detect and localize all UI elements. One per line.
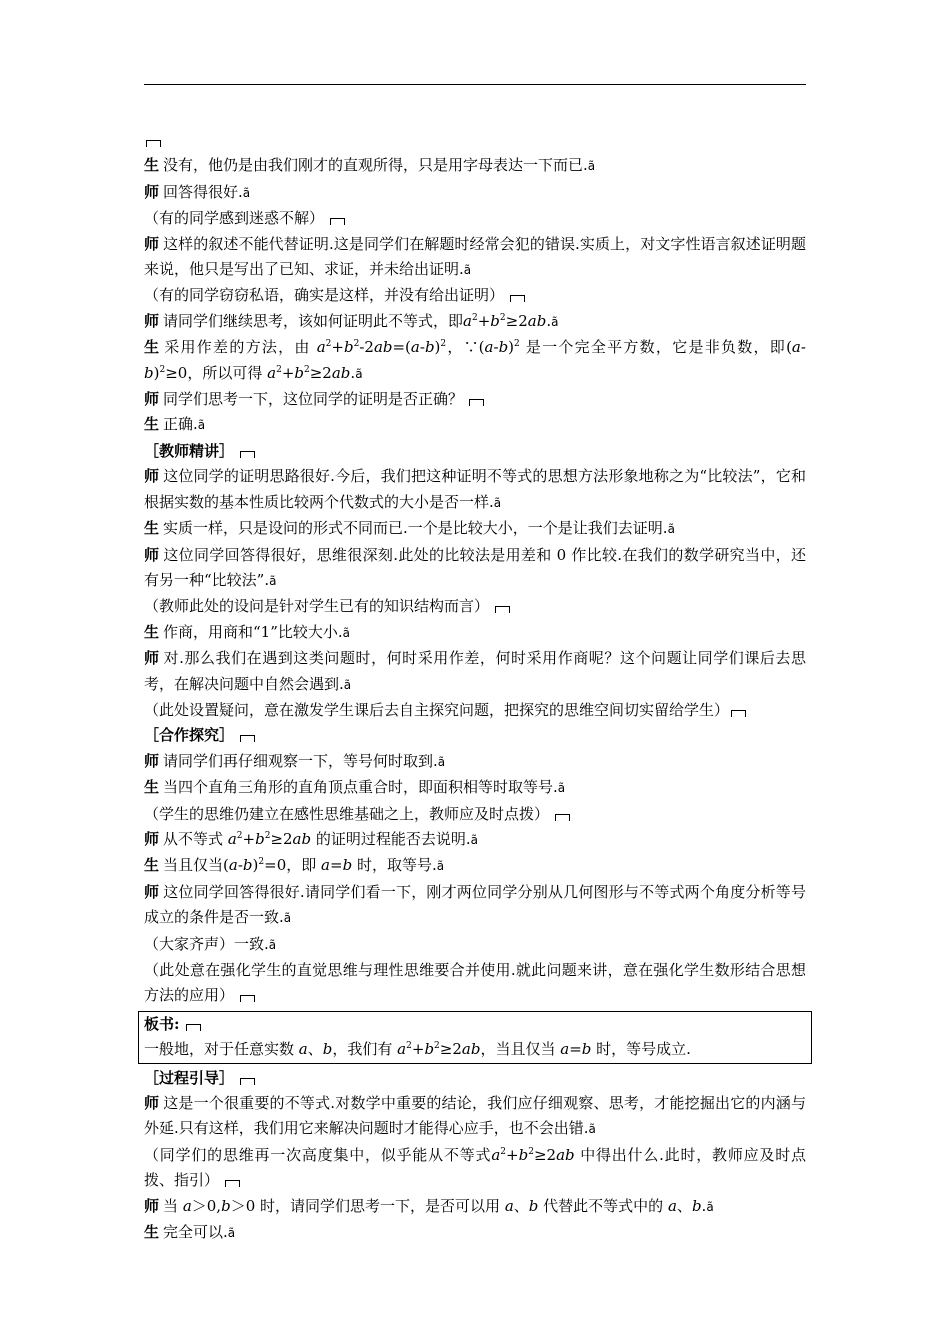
paragraph-mark-icon [240, 1078, 255, 1085]
section-title: ［过程引导］ [144, 1068, 235, 1087]
end-mark: ã [268, 937, 277, 952]
speaker-teacher: 师 [144, 882, 160, 901]
section-heading [144, 439, 806, 464]
dialogue-text: 这是一个很重要的不等式.对数学中重要的结论，我们应仔细观察、思考，才能挖掘出它的内涵与外延.只有这样，我们用它来解决问题时才能得心应手，也不会出错. [144, 1094, 806, 1138]
dialogue-text: 请同学们继续思考，该如何证明此不等式，即 [163, 311, 464, 330]
dialogue-teacher [144, 387, 806, 412]
dialogue-teacher [144, 749, 806, 775]
end-mark: ã [242, 185, 251, 200]
speaker-student: 生 [144, 519, 160, 538]
stage-note [144, 283, 806, 308]
speaker-student: 生 [144, 1223, 160, 1242]
dialogue-text: 对.那么我们在遇到这类问题时，何时采用作差，何时采用作商呢？这个问题让同学们课后去思考，在解决问题中自然会遇到. [144, 649, 806, 693]
blackboard-title-line [144, 1012, 806, 1037]
end-mark: ã [470, 832, 479, 847]
dialogue-text: 当且仅当 [163, 856, 224, 875]
math-expression: a=b [560, 1040, 592, 1059]
dialogue-teacher [144, 464, 806, 516]
section-heading [144, 1066, 806, 1091]
dialogue-text: 请同学们再仔细观察一下，等号何时取到. [163, 751, 438, 770]
speaker-teacher: 师 [144, 311, 160, 330]
paragraph-mark-icon [240, 735, 255, 742]
note-text: （此处意在强化学生的直觉思维与理性思维要合并使用.就此问题来讲，意在强化学生数形结合思想方法的应用） [144, 961, 806, 1005]
dialogue-text: 代替此不等式中的 [543, 1196, 664, 1215]
speaker-student: 生 [144, 156, 160, 175]
paragraph-mark-icon [469, 399, 484, 406]
paragraph-mark-icon [510, 295, 525, 302]
end-mark: ã [588, 1122, 596, 1137]
note-text: （同学们的思维再一次高度集中，似乎能从不等式 [144, 1145, 492, 1164]
note-text: （有的同学感到迷惑不解） [144, 209, 325, 228]
dialogue-text: 是一个完全平方数，它是非负数，即 [525, 338, 787, 357]
dialogue-teacher [144, 232, 806, 284]
speaker-teacher: 师 [144, 234, 160, 253]
dialogue-student [144, 516, 806, 542]
dialogue-student [144, 775, 806, 801]
speaker-teacher: 师 [144, 182, 160, 201]
math-expression: $(a-b)^2$ [478, 338, 520, 357]
end-mark: ã [283, 911, 292, 926]
dialogue-student: 生 采用作差的方法，由 $a^2+b^2-2ab=(a-b)^2$，$\because(a-b)^2$ 是一个完全平方数，它是非负数，即$(a-b)^2\ge 0$，所以可得 $a^2+b^2\ge 2ab.ã$ [144, 338, 806, 382]
dialogue-text: 当四个直角三角形的直角顶点重合时，即面积相等时取等号. [163, 778, 558, 797]
stage-note [144, 206, 806, 231]
dialogue-text: 作商，用商和“1”比较大小. [163, 622, 343, 641]
dialogue-text: 这样的叙述不能代替证明.这是同学们在解题时经常会犯的错误.实质上，对文字性语言叙述证明题来说，他只是写出了已知、求证，并未给出证明. [144, 234, 806, 279]
blackboard-box [138, 1011, 812, 1064]
paragraph-mark-icon [225, 1180, 240, 1187]
dialogue-text: 时，取等号. [356, 856, 437, 875]
math-inequality: $a^2+b^2\ge 2ab$ [463, 311, 547, 330]
statement-text: 时，等号成立. [596, 1040, 691, 1059]
speaker-teacher: 师 [144, 829, 160, 848]
speaker-student: 生 [144, 622, 160, 641]
dialogue-text: 回答得很好. [163, 182, 243, 201]
statement-text: ，我们有 [332, 1040, 393, 1059]
math-expression: a=b [321, 856, 353, 875]
section-title: ［教师精讲］ [144, 441, 235, 460]
end-mark: ã [227, 1226, 236, 1241]
dialogue-text: 的证明过程能否去说明. [315, 829, 471, 848]
header-rule [144, 84, 806, 85]
end-mark: ã [436, 859, 445, 874]
end-mark: ã [557, 781, 566, 796]
end-mark: ã [197, 418, 206, 433]
paragraph-mark-icon [731, 710, 746, 717]
end-mark: ã [706, 1199, 714, 1214]
stage-note [144, 698, 806, 723]
paragraph-mark-icon [555, 814, 570, 821]
dialogue-student [144, 853, 806, 879]
note-text: （此处设置疑问，意在激发学生课后去自主探究问题，把探究的思维空间切实留给学生） [144, 700, 730, 719]
dialogue-text: 这位同学回答得很好，思维很深刻.此处的比较法是用差和 0 作比较.在我们的数学研究当中，还有另一种“比较法”. [144, 545, 806, 589]
math-expression: $a^2+b^2-2ab=(a-b)^2$ [316, 338, 447, 357]
speaker-student: 生 [144, 778, 160, 797]
dialogue-text: 实质一样，只是设问的形式不同而已.一个是比较大小，一个是让我们去证明. [163, 519, 668, 538]
dialogue-teacher [144, 1091, 806, 1143]
paragraph-mark-line [144, 128, 806, 153]
dialogue-text: 这位同学回答得很好.请同学们看一下，刚才两位同学分别从几何图形与不等式两个角度分析等号成立的条件是否一致. [144, 882, 806, 927]
speaker-teacher: 师 [144, 649, 160, 668]
paragraph-mark-icon [240, 995, 255, 1002]
dialogue-text: 完全可以. [163, 1223, 228, 1242]
speaker-teacher: 师 [144, 751, 160, 770]
blackboard-title: 板书: [144, 1014, 180, 1033]
end-mark: ã [269, 573, 277, 588]
speaker-student: 生 [144, 415, 160, 434]
paragraph-mark-icon [240, 451, 255, 458]
end-mark: ã [551, 314, 559, 329]
note-text: （教师此处的设问是针对学生已有的知识结构而言） [144, 597, 490, 616]
math-expression: $(a-b)^2\ge 0$ [144, 338, 806, 382]
dialogue-text: 采用作差的方法，由 [164, 338, 311, 357]
document-body [144, 128, 806, 1246]
dialogue-student [144, 153, 806, 179]
dialogue-teacher [144, 646, 806, 698]
paragraph-mark-icon [186, 1024, 201, 1031]
end-mark: ã [667, 522, 675, 537]
end-mark: ã [342, 625, 351, 640]
note-text: 中得出什么.此时，教师应及时点拨、指引） [144, 1145, 806, 1190]
dialogue-text: 正确. [163, 415, 198, 434]
note-text: （有的同学窃窃私语，确实是这样，并没有给出证明） [144, 286, 505, 305]
note-text: （大家齐声）一致. [144, 934, 269, 953]
dialogue-text: 、 [676, 1196, 692, 1215]
end-mark: ã [437, 754, 446, 769]
dialogue-teacher [144, 827, 806, 853]
math-inequality: $a^2+b^2\ge 2ab$ [397, 1040, 481, 1059]
end-mark: ã [355, 366, 363, 381]
dialogue-text: 这位同学的证明思路很好.今后，我们把这种证明不等式的思想方法形象地称之为“比较法”，它和根据实数的基本性质比较两个代数式的大小是否一样. [144, 467, 806, 511]
dialogue-student [144, 1220, 806, 1246]
speaker-student: 生 [144, 856, 160, 875]
dialogue-text: ，所以可得 [187, 363, 263, 382]
section-title: ［合作探究］ [144, 726, 235, 745]
stage-note [144, 802, 806, 827]
math-inequality: $a^2+b^2\ge 2ab$ [227, 829, 312, 848]
dialogue-student [144, 620, 806, 646]
dialogue-text: ，∵ [446, 338, 479, 357]
dialogue-text: 、 [513, 1196, 529, 1215]
statement-text: 、 [307, 1040, 323, 1059]
paragraph-mark-icon [146, 140, 161, 147]
dialogue-text: 没有，他仍是由我们刚才的直观所得，只是用字母表达一下而已. [163, 156, 588, 175]
statement-text: 一般地，对于任意实数 [144, 1040, 295, 1059]
dialogue-text: 时，请同学们思考一下，是否可以用 [260, 1196, 501, 1215]
speaker-teacher: 师 [144, 1094, 160, 1113]
stage-note [144, 958, 806, 1009]
dialogue-teacher [144, 543, 806, 595]
dialogue-text: ，即 [286, 856, 317, 875]
blackboard-statement: 一般地，对于任意实数 a、b，我们有 $a^2+b^2\ge 2ab$，当且仅当 a=b 时，等号成立. [144, 1040, 691, 1059]
paragraph-mark-icon [495, 606, 510, 613]
end-mark: ã [463, 263, 472, 278]
speaker-student: 生 [144, 338, 161, 357]
math-expression: a＞0,b＞0 [182, 1196, 256, 1215]
speaker-teacher: 师 [144, 545, 160, 564]
end-mark: ã [587, 159, 596, 174]
dialogue-student [144, 412, 806, 438]
speaker-teacher: 师 [144, 467, 160, 486]
dialogue-teacher: 师 当 a＞0,b＞0 时，请同学们思考一下，是否可以用 a、b 代替此不等式中的 a、b.ã [144, 1196, 714, 1215]
end-mark: ã [343, 677, 352, 692]
paragraph-mark-icon [330, 218, 345, 225]
dialogue-teacher [144, 880, 806, 932]
speaker-teacher: 师 [144, 1196, 160, 1215]
math-inequality: $a^2+b^2\ge 2ab$ [491, 1145, 575, 1164]
stage-note [144, 1143, 806, 1194]
math-inequality: $a^2+b^2\ge 2ab$ [267, 363, 351, 382]
dialogue-text: 当 [163, 1196, 179, 1215]
speaker-teacher: 师 [144, 390, 160, 409]
stage-note [144, 594, 806, 619]
math-expression: $(a-b)^2=0$ [223, 856, 287, 875]
dialogue-teacher [144, 180, 806, 206]
stage-note [144, 932, 806, 958]
dialogue-teacher: 师 请同学们继续思考，该如何证明此不等式，即$a^2+b^2\ge 2ab.ã$ [144, 311, 559, 330]
section-heading [144, 723, 806, 748]
dialogue-text: 从不等式 [163, 829, 224, 848]
statement-text: ，当且仅当 [480, 1040, 556, 1059]
dialogue-text: 同学们思考一下，这位同学的证明是否正确？ [163, 390, 464, 409]
note-text: （学生的思维仍建立在感性思维基础之上，教师应及时点拨） [144, 804, 550, 823]
end-mark: ã [493, 495, 502, 510]
